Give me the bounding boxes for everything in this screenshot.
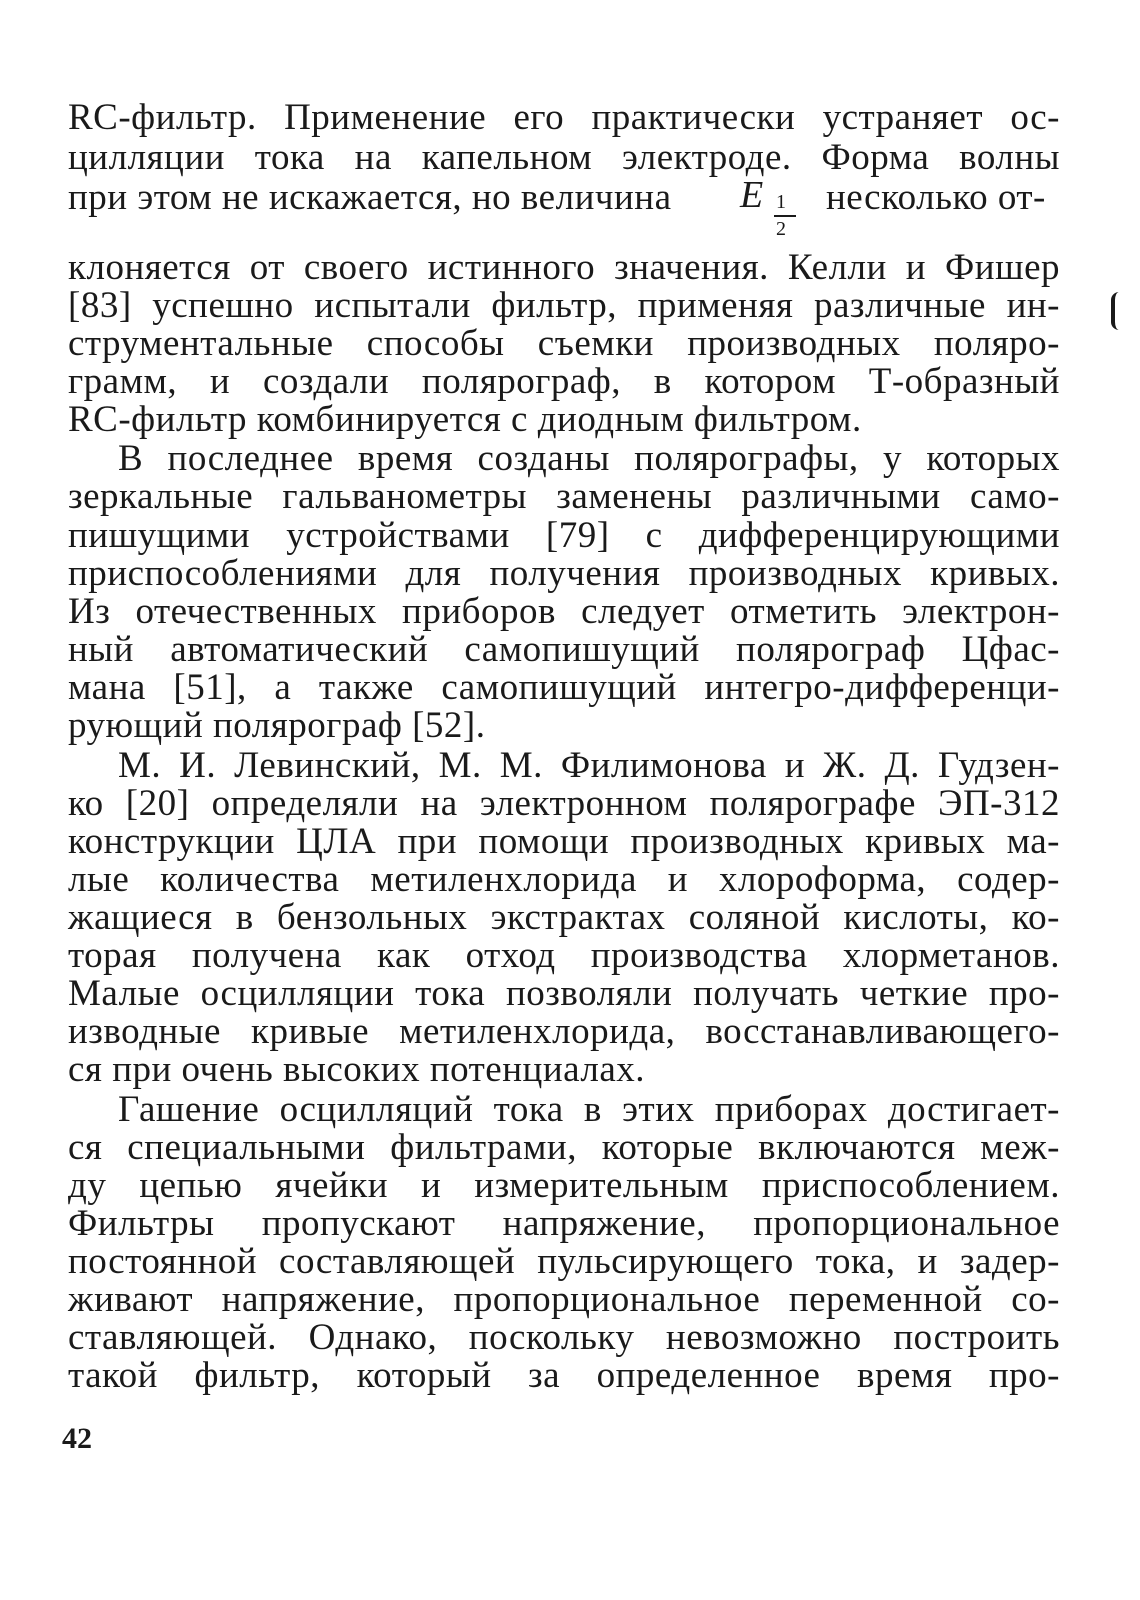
fraction-bar <box>774 215 796 217</box>
text-line: Из отечественных приборов следует отметить электрон- <box>68 591 1060 632</box>
text-line: постоянной составляющей пульсирующего тока, и задер- <box>68 1241 1060 1282</box>
text-line: ный автоматический самопишущий полярограф Цфас- <box>68 629 1060 670</box>
formula-numerator: 1 <box>776 191 786 213</box>
text-line: приспособлениями для получения производных кривых. <box>68 553 1060 594</box>
text-line: живают напряжение, пропорциональное переменной со- <box>68 1279 1060 1320</box>
text-line: ся при очень высоких потенциалах. <box>68 1049 646 1090</box>
margin-bracket-mark <box>1111 292 1123 330</box>
text-line: Фильтры пропускают напряжение, пропорциональное <box>68 1203 1060 1244</box>
text-line: цилляции тока на капельном электроде. Форма волны <box>68 137 1060 178</box>
text-line: грамм, и создали полярограф, в котором Т-образный <box>68 361 1060 402</box>
text-line: [83] успешно испытали фильтр, применяя различные ин- <box>68 285 1060 326</box>
text-line: торая получена как отход производства хлорметанов. <box>68 935 1060 976</box>
text-line: при этом не искажается, но величина <box>68 177 672 218</box>
half-wave-potential-formula <box>740 175 820 245</box>
text-line: такой фильтр, который за определенное время про- <box>68 1355 1060 1396</box>
text-line: пишущими устройствами [79] с дифференцирующими <box>68 515 1060 556</box>
text-line: зеркальные гальванометры заменены различными само- <box>68 476 1060 517</box>
text-line: рующий полярограф [52]. <box>68 705 486 746</box>
text-line: ко [20] определяли на электронном полярографе ЭП-312 <box>68 783 1060 824</box>
text-line: ставляющей. Однако, поскольку невозможно построить <box>68 1317 1060 1358</box>
text-line: Малые осцилляции тока позволяли получать четкие про- <box>68 973 1060 1014</box>
text-line: RC-фильтр. Применение его практически устраняет ос- <box>68 97 1060 138</box>
page-number: 42 <box>62 1422 92 1455</box>
text-line: мана [51], а также самопишущий интегро-дифференци- <box>68 667 1060 708</box>
text-line: клоняется от своего истинного значения. Келли и Фишер <box>68 247 1060 288</box>
text-line: лые количества метиленхлорида и хлороформа, содер- <box>68 859 1060 900</box>
paragraph-first-line: В последнее время созданы полярографы, у которых <box>118 438 1060 479</box>
paragraph-first-line: М. И. Левинский, М. М. Филимонова и Ж. Д. Гудзен- <box>118 745 1060 786</box>
paragraph-first-line: Гашение осцилляций тока в этих приборах достигает- <box>118 1089 1060 1130</box>
formula-denominator: 2 <box>776 218 786 240</box>
text-line: ду цепью ячейки и измерительным приспособлением. <box>68 1165 1060 1206</box>
text-line: струментальные способы съемки производных поляро- <box>68 323 1060 364</box>
text-line: конструкции ЦЛА при помощи производных кривых ма- <box>68 821 1060 862</box>
text-line: несколько от- <box>826 177 1046 218</box>
formula-symbol: E <box>740 174 764 216</box>
text-line: ся специальными фильтрами, которые включаются меж- <box>68 1127 1060 1168</box>
text-line: изводные кривые метиленхлорида, восстанавливающего- <box>68 1011 1060 1052</box>
text-line: RC-фильтр комбинируется с диодным фильтром. <box>68 399 862 440</box>
text-line: жащиеся в бензольных экстрактах соляной кислоты, ко- <box>68 897 1060 938</box>
